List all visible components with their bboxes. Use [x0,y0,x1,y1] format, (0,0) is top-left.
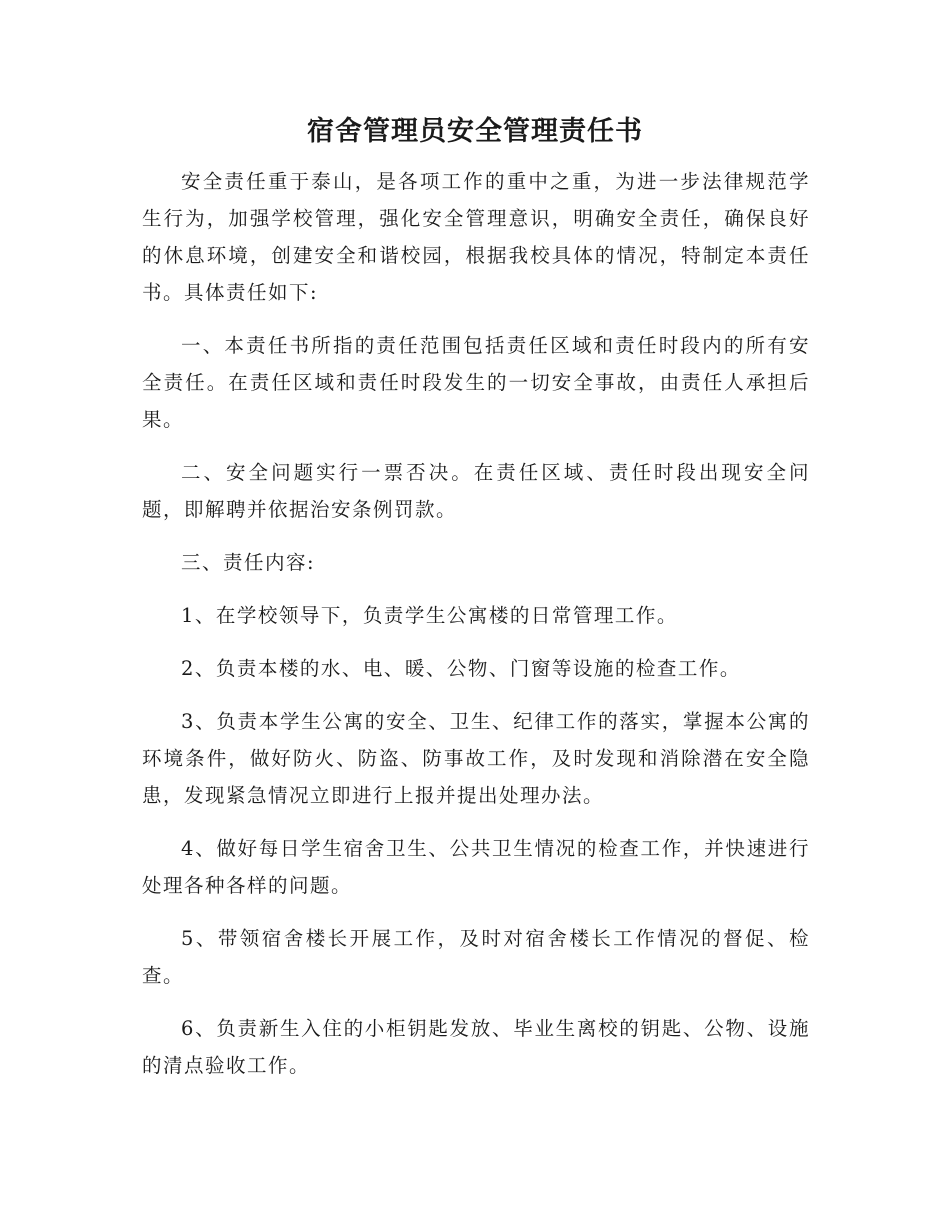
duty-item-3: 3、负责本学生公寓的安全、卫生、纪律工作的落实，掌握本公寓的环境条件，做好防火、防盗、防事故工作，及时发现和消除潜在安全隐患，发现紧急情况立即进行上报并提出处理办法。 [142,710,810,807]
clause-scope-paragraph: 一、本责任书所指的责任范围包括责任区域和责任时段内的所有安全责任。在责任区域和责任时段发生的一切安全事故，由责任人承担后果。 [142,334,810,431]
duty-item-6: 6、负责新生入住的小柜钥匙发放、毕业生离校的钥匙、公物、设施的清点验收工作。 [142,1017,810,1077]
duty-item-4: 4、做好每日学生宿舍卫生、公共卫生情况的检查工作，并快速进行处理各种各样的问题。 [142,837,810,897]
intro-paragraph: 安全责任重于泰山，是各项工作的重中之重，为进一步法律规范学生行为，加强学校管理，强化安全管理意识，明确安全责任，确保良好的休息环境，创建安全和谐校园，根据我校具体的情况，特制定本责任书。具体责任如下: [142,170,810,304]
clause-content-heading: 三、责任内容: [181,551,316,574]
document-body [142,163,810,1100]
clause-veto-paragraph: 二、安全问题实行一票否决。在责任区域、责任时段出现安全问题，即解聘并依据治安条例罚款。 [142,461,810,521]
duty-item-1: 1、在学校领导下，负责学生公寓楼的日常管理工作。 [181,604,678,627]
duty-item-2: 2、负责本楼的水、电、暖、公物、门窗等设施的检查工作。 [181,657,741,680]
duty-item-5: 5、带领宿舍楼长开展工作，及时对宿舍楼长工作情况的督促、检查。 [142,927,810,987]
document-title: 宿舍管理员安全管理责任书 [307,116,643,147]
